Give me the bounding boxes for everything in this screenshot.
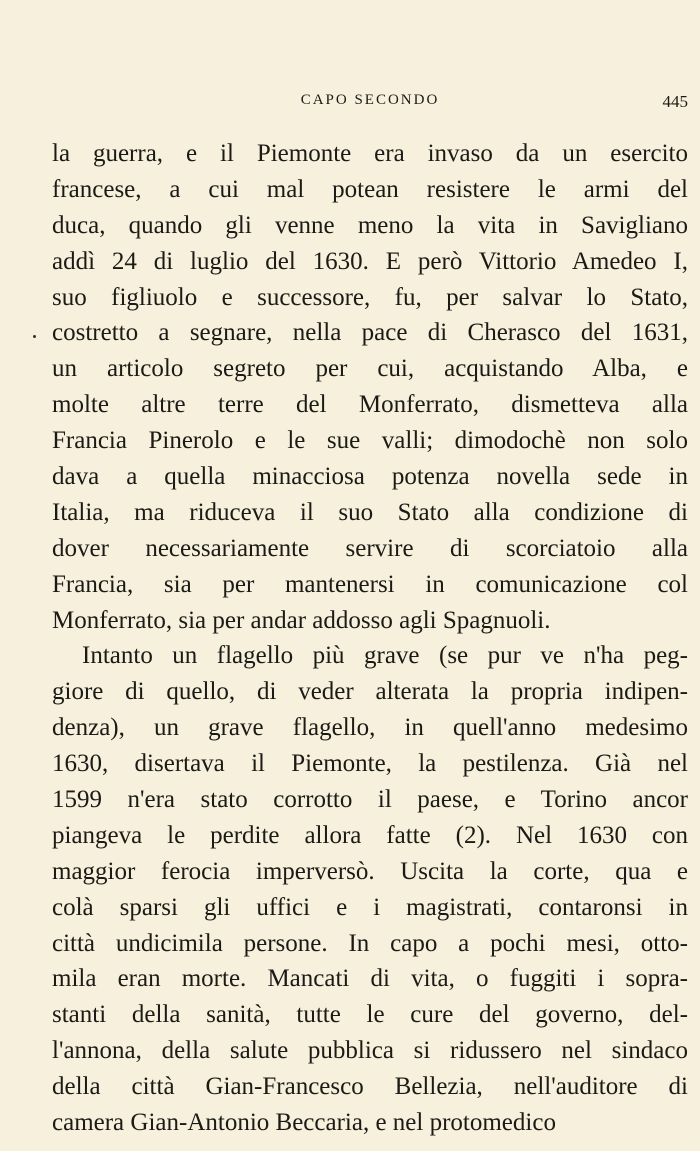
text-line: Monferrato, sia per andar addosso agli Spagnuoli. <box>52 606 551 634</box>
text-line: denza), un grave flagello, in quell'anno medesimo <box>52 714 688 742</box>
text-line: francese, a cui mal potean resistere le armi del <box>52 175 688 203</box>
text-line: camera Gian-Antonio Beccaria, e nel protomedico <box>52 1109 556 1137</box>
text-line: 1599 n'era stato corrotto il paese, e Torino ancor <box>52 786 688 814</box>
text-line: duca, quando gli venne meno la vita in Savigliano <box>52 211 688 239</box>
ink-speck <box>33 335 36 338</box>
text-line: la guerra, e il Piemonte era invaso da un esercito <box>52 140 688 167</box>
text-line: costretto a segnare, nella pace di Cherasco del 1631, <box>52 319 688 347</box>
text-line: città undicimila persone. In capo a pochi mesi, otto- <box>52 929 688 957</box>
text-line: Intanto un flagello più grave (se pur ve n'ha peg- <box>82 642 688 670</box>
text-line: Francia, sia per mantenersi in comunicazione col <box>52 570 688 598</box>
text-line: colà sparsi gli uffici e i magistrati, contaronsi in <box>52 893 688 921</box>
text-line: molte altre terre del Monferrato, dismetteva alla <box>52 391 688 419</box>
text-line: dava a quella minacciosa potenza novella sede in <box>52 463 688 491</box>
body-text <box>52 136 688 1141</box>
text-line: della città Gian-Francesco Bellezia, nell'auditore di <box>52 1073 688 1101</box>
page-header <box>52 92 688 116</box>
text-line: addì 24 di luglio del 1630. E però Vittorio Amedeo I, <box>52 247 688 275</box>
text-line: maggior ferocia imperversò. Uscita la corte, qua e <box>52 857 688 885</box>
paragraph-1 <box>52 136 688 638</box>
text-line: dover necessariamente servire di scorciatoio alla <box>52 534 688 562</box>
text-line: stanti della sanità, tutte le cure del governo, del- <box>52 1001 688 1029</box>
text-line: Francia Pinerolo e le sue valli; dimodochè non solo <box>52 427 688 455</box>
running-title: CAPO SECONDO <box>300 92 440 108</box>
text-line: mila eran morte. Mancati di vita, o fuggiti i sopra- <box>52 965 688 993</box>
text-line: Italia, ma riduceva il suo Stato alla condizione di <box>52 498 688 526</box>
text-line: giore di quello, di veder alterata la propria indipen- <box>52 678 688 706</box>
paragraph-2 <box>52 638 688 1140</box>
page-number: 445 <box>662 92 688 111</box>
text-line: suo figliuolo e successore, fu, per salvar lo Stato, <box>52 283 688 311</box>
text-line: piangeva le perdite allora fatte (2). Nel 1630 con <box>52 821 688 849</box>
text-line: un articolo segreto per cui, acquistando Alba, e <box>52 355 688 383</box>
text-line: l'annona, della salute pubblica si ridussero nel sindaco <box>52 1037 688 1065</box>
text-line: 1630, disertava il Piemonte, la pestilenza. Già nel <box>52 750 688 778</box>
